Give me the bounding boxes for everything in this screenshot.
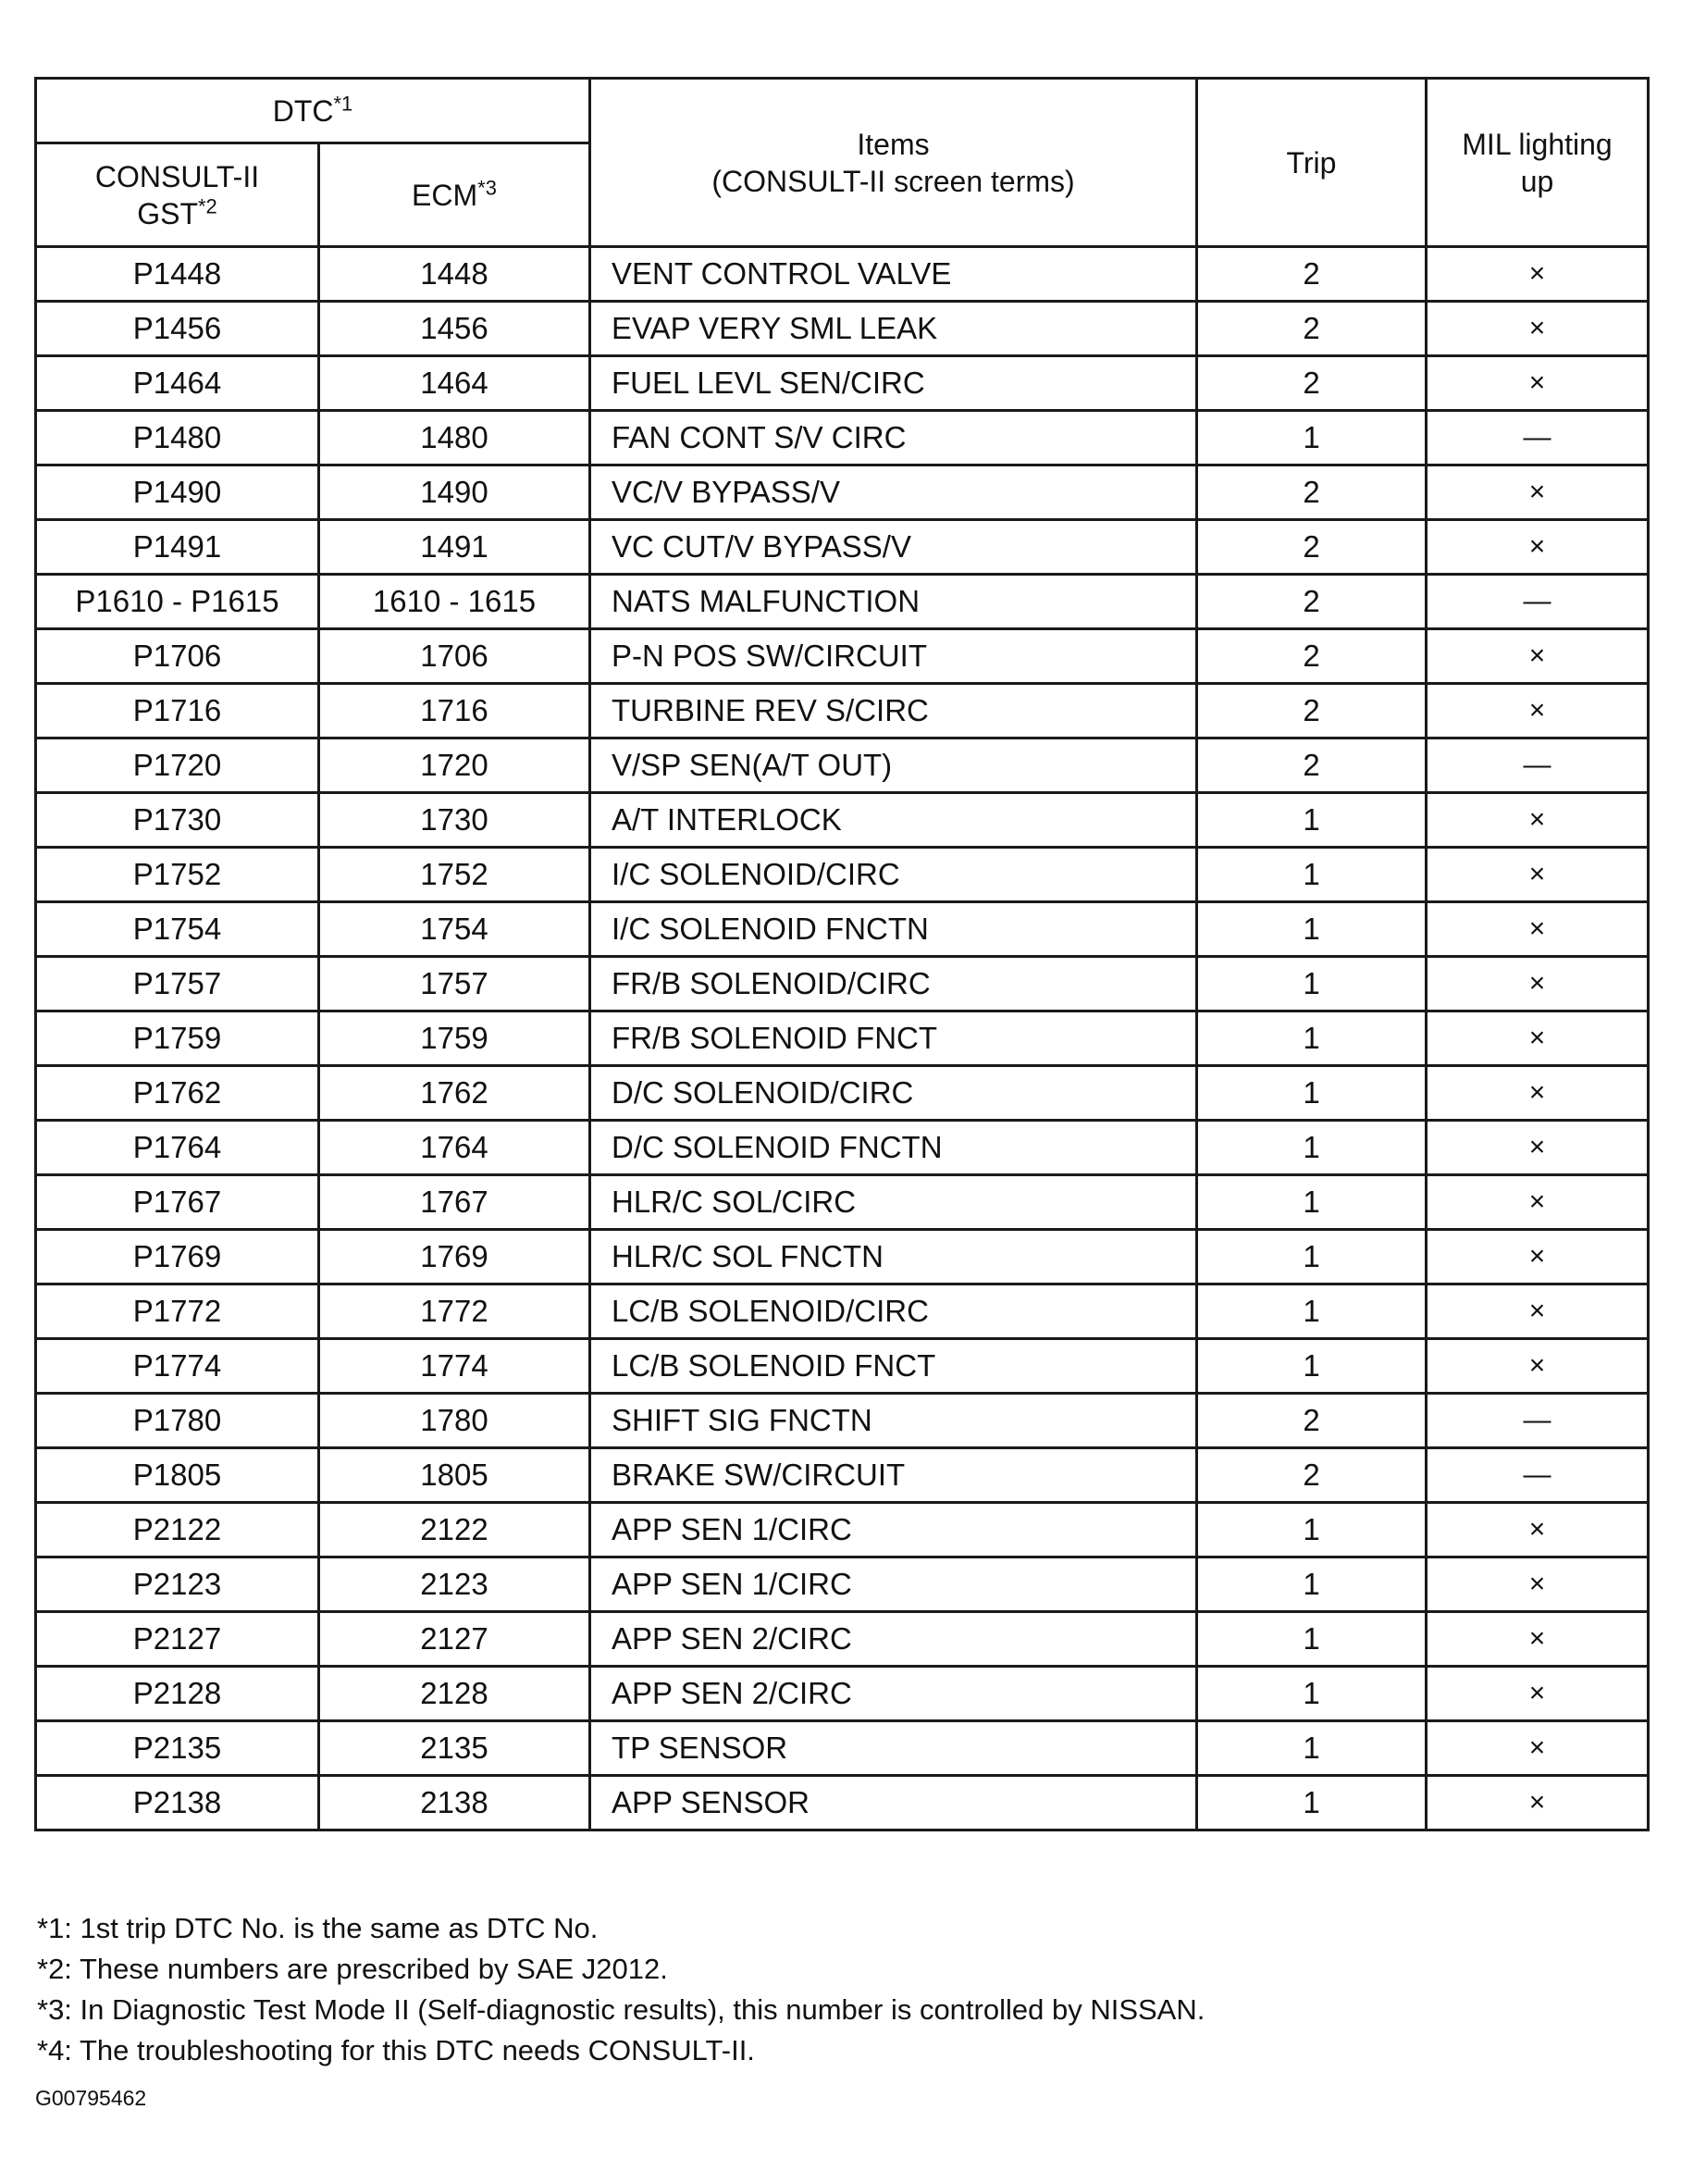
dtc-table-body — [36, 247, 1649, 1830]
ecm-code-cell: 1730 — [319, 793, 590, 848]
ecm-code-cell: 1774 — [319, 1339, 590, 1394]
trip-cell: 1 — [1197, 1066, 1427, 1121]
table-row — [36, 1230, 1649, 1284]
ecm-code-cell: 1769 — [319, 1230, 590, 1284]
mil-cell: — — [1427, 1448, 1649, 1503]
trip-cell: 1 — [1197, 411, 1427, 465]
trip-cell: 1 — [1197, 1175, 1427, 1230]
consult-code-cell: P2122 — [36, 1503, 319, 1557]
trip-cell: 1 — [1197, 1503, 1427, 1557]
item-cell: FR/B SOLENOID FNCT — [590, 1011, 1197, 1066]
ecm-code-cell: 1490 — [319, 465, 590, 520]
consult-code-cell: P1716 — [36, 684, 319, 738]
table-row — [36, 1394, 1649, 1448]
item-cell: A/T INTERLOCK — [590, 793, 1197, 848]
trip-cell: 2 — [1197, 356, 1427, 411]
ecm-code-cell: 2128 — [319, 1667, 590, 1721]
trip-cell: 2 — [1197, 575, 1427, 629]
mil-cell: × — [1427, 848, 1649, 902]
item-cell: TURBINE REV S/CIRC — [590, 684, 1197, 738]
mil-cell: × — [1427, 520, 1649, 575]
ecm-code-cell: 1780 — [319, 1394, 590, 1448]
footnote: *1: 1st trip DTC No. is the same as DTC No. — [37, 1912, 599, 1944]
table-row — [36, 1175, 1649, 1230]
ecm-code-cell: 2138 — [319, 1776, 590, 1830]
footnote: *2: These numbers are prescribed by SAE J2012. — [37, 1953, 668, 1985]
trip-cell: 2 — [1197, 629, 1427, 684]
consult-code-cell: P1759 — [36, 1011, 319, 1066]
figure-id: G00795462 — [35, 2086, 147, 2110]
table-row — [36, 684, 1649, 738]
mil-cell: × — [1427, 1066, 1649, 1121]
consult-code-cell: P1772 — [36, 1284, 319, 1339]
trip-cell: 2 — [1197, 1448, 1427, 1503]
item-cell: VENT CONTROL VALVE — [590, 247, 1197, 302]
mil-cell: × — [1427, 1011, 1649, 1066]
trip-header: Trip — [1197, 79, 1427, 247]
consult-code-cell: P2128 — [36, 1667, 319, 1721]
item-cell: V/SP SEN(A/T OUT) — [590, 738, 1197, 793]
table-row — [36, 1721, 1649, 1776]
ecm-code-cell: 1759 — [319, 1011, 590, 1066]
consult-code-cell: P1805 — [36, 1448, 319, 1503]
trip-cell: 1 — [1197, 1557, 1427, 1612]
trip-cell: 1 — [1197, 1776, 1427, 1830]
mil-cell: × — [1427, 1776, 1649, 1830]
table-row — [36, 575, 1649, 629]
trip-cell: 2 — [1197, 738, 1427, 793]
trip-cell: 1 — [1197, 957, 1427, 1011]
mil-cell: — — [1427, 575, 1649, 629]
consult-code-cell: P2135 — [36, 1721, 319, 1776]
consult-code-cell: P1706 — [36, 629, 319, 684]
consult-code-cell: P1757 — [36, 957, 319, 1011]
consult-code-cell: P1720 — [36, 738, 319, 793]
item-cell: HLR/C SOL/CIRC — [590, 1175, 1197, 1230]
trip-cell: 1 — [1197, 1721, 1427, 1776]
table-row — [36, 356, 1649, 411]
mil-cell: × — [1427, 1230, 1649, 1284]
ecm-code-cell: 2135 — [319, 1721, 590, 1776]
consult-code-cell: P2123 — [36, 1557, 319, 1612]
item-cell: VC CUT/V BYPASS/V — [590, 520, 1197, 575]
item-cell: HLR/C SOL FNCTN — [590, 1230, 1197, 1284]
consult-code-cell: P1774 — [36, 1339, 319, 1394]
footnote: *3: In Diagnostic Test Mode II (Self-diagnostic results), this number is controlled by NISSAN. — [37, 1993, 1205, 2026]
consult-code-cell: P1752 — [36, 848, 319, 902]
mil-cell: × — [1427, 1721, 1649, 1776]
consult-code-cell: P1769 — [36, 1230, 319, 1284]
mil-cell: × — [1427, 902, 1649, 957]
ecm-code-cell: 1757 — [319, 957, 590, 1011]
consult-code-cell: P1490 — [36, 465, 319, 520]
dtc-group-header: DTC$^{*1}$ — [36, 79, 590, 143]
mil-cell: × — [1427, 1175, 1649, 1230]
trip-cell: 2 — [1197, 465, 1427, 520]
ecm-code-cell: 1480 — [319, 411, 590, 465]
mil-cell: × — [1427, 465, 1649, 520]
mil-cell: × — [1427, 957, 1649, 1011]
consult-code-cell: P2127 — [36, 1612, 319, 1667]
mil-cell: × — [1427, 1612, 1649, 1667]
consult-code-cell: P1754 — [36, 902, 319, 957]
ecm-code-cell: 1752 — [319, 848, 590, 902]
ecm-code-cell: 1805 — [319, 1448, 590, 1503]
trip-cell: 2 — [1197, 302, 1427, 356]
item-cell: BRAKE SW/CIRCUIT — [590, 1448, 1197, 1503]
consult-code-cell: P1610 - P1615 — [36, 575, 319, 629]
trip-cell: 1 — [1197, 1230, 1427, 1284]
ecm-code-cell: 1716 — [319, 684, 590, 738]
item-cell: APP SEN 2/CIRC — [590, 1667, 1197, 1721]
consult-code-cell: P1780 — [36, 1394, 319, 1448]
item-cell: FUEL LEVL SEN/CIRC — [590, 356, 1197, 411]
footnotes — [37, 1908, 1205, 2071]
item-cell: NATS MALFUNCTION — [590, 575, 1197, 629]
trip-cell: 1 — [1197, 793, 1427, 848]
dtc-table — [34, 77, 1650, 1831]
trip-cell: 2 — [1197, 684, 1427, 738]
item-cell: SHIFT SIG FNCTN — [590, 1394, 1197, 1448]
table-row — [36, 1503, 1649, 1557]
consult-code-cell: P1456 — [36, 302, 319, 356]
item-cell: LC/B SOLENOID/CIRC — [590, 1284, 1197, 1339]
ecm-code-cell: 1772 — [319, 1284, 590, 1339]
table-row — [36, 1284, 1649, 1339]
ecm-code-cell: 1767 — [319, 1175, 590, 1230]
consult-code-cell: P1767 — [36, 1175, 319, 1230]
table-row — [36, 1448, 1649, 1503]
item-cell: APP SEN 1/CIRC — [590, 1503, 1197, 1557]
ecm-code-cell: 2122 — [319, 1503, 590, 1557]
trip-cell: 1 — [1197, 848, 1427, 902]
item-cell: VC/V BYPASS/V — [590, 465, 1197, 520]
mil-cell: — — [1427, 411, 1649, 465]
mil-cell: × — [1427, 1503, 1649, 1557]
table-row — [36, 1612, 1649, 1667]
trip-cell: 1 — [1197, 1284, 1427, 1339]
table-row — [36, 1011, 1649, 1066]
consult-code-cell: P1762 — [36, 1066, 319, 1121]
ecm-code-cell: 1706 — [319, 629, 590, 684]
item-cell: D/C SOLENOID FNCTN — [590, 1121, 1197, 1175]
table-row — [36, 302, 1649, 356]
item-cell: LC/B SOLENOID FNCT — [590, 1339, 1197, 1394]
consult-code-cell: P1491 — [36, 520, 319, 575]
trip-cell: 1 — [1197, 1339, 1427, 1394]
item-cell: D/C SOLENOID/CIRC — [590, 1066, 1197, 1121]
table-row — [36, 957, 1649, 1011]
trip-cell: 1 — [1197, 902, 1427, 957]
ecm-code-cell: 1456 — [319, 302, 590, 356]
table-row — [36, 520, 1649, 575]
ecm-code-cell: 1754 — [319, 902, 590, 957]
item-cell: EVAP VERY SML LEAK — [590, 302, 1197, 356]
mil-cell: × — [1427, 1121, 1649, 1175]
footnote: *4: The troubleshooting for this DTC needs CONSULT-II. — [37, 2034, 755, 2066]
mil-cell: × — [1427, 629, 1649, 684]
table-row — [36, 1667, 1649, 1721]
items-header: Items (CONSULT-II screen terms) — [590, 79, 1197, 247]
item-cell: I/C SOLENOID/CIRC — [590, 848, 1197, 902]
item-cell: APP SEN 1/CIRC — [590, 1557, 1197, 1612]
mil-cell: × — [1427, 1557, 1649, 1612]
trip-cell: 2 — [1197, 520, 1427, 575]
mil-cell: — — [1427, 738, 1649, 793]
item-cell: P-N POS SW/CIRCUIT — [590, 629, 1197, 684]
table-row — [36, 793, 1649, 848]
mil-cell: × — [1427, 356, 1649, 411]
trip-cell: 2 — [1197, 1394, 1427, 1448]
item-cell: APP SENSOR — [590, 1776, 1197, 1830]
ecm-header: ECM$^{*3}$ — [319, 143, 590, 247]
table-row — [36, 1121, 1649, 1175]
table-row — [36, 1339, 1649, 1394]
trip-cell: 1 — [1197, 1011, 1427, 1066]
consult-code-cell: P1764 — [36, 1121, 319, 1175]
table-row — [36, 1776, 1649, 1830]
mil-cell: × — [1427, 1667, 1649, 1721]
consult-code-cell: P1448 — [36, 247, 319, 302]
trip-cell: 1 — [1197, 1612, 1427, 1667]
consult-code-cell: P1730 — [36, 793, 319, 848]
table-row — [36, 411, 1649, 465]
table-row — [36, 629, 1649, 684]
item-cell: FAN CONT S/V CIRC — [590, 411, 1197, 465]
ecm-code-cell: 1448 — [319, 247, 590, 302]
trip-cell: 1 — [1197, 1121, 1427, 1175]
mil-cell: × — [1427, 793, 1649, 848]
mil-cell: × — [1427, 684, 1649, 738]
mil-cell: — — [1427, 1394, 1649, 1448]
ecm-code-cell: 1464 — [319, 356, 590, 411]
table-row — [36, 465, 1649, 520]
ecm-code-cell: 1720 — [319, 738, 590, 793]
mil-cell: × — [1427, 1284, 1649, 1339]
item-cell: TP SENSOR — [590, 1721, 1197, 1776]
consult-code-cell: P1464 — [36, 356, 319, 411]
item-cell: FR/B SOLENOID/CIRC — [590, 957, 1197, 1011]
ecm-code-cell: 1610 - 1615 — [319, 575, 590, 629]
consult-header: CONSULT-II GST$^{*2}$ — [36, 143, 319, 247]
mil-cell: × — [1427, 302, 1649, 356]
trip-cell: 1 — [1197, 1667, 1427, 1721]
ecm-code-cell: 2127 — [319, 1612, 590, 1667]
consult-code-cell: P2138 — [36, 1776, 319, 1830]
mil-cell: × — [1427, 247, 1649, 302]
ecm-code-cell: 1491 — [319, 520, 590, 575]
item-cell: APP SEN 2/CIRC — [590, 1612, 1197, 1667]
mil-cell: × — [1427, 1339, 1649, 1394]
table-row — [36, 247, 1649, 302]
consult-code-cell: P1480 — [36, 411, 319, 465]
ecm-code-cell: 1762 — [319, 1066, 590, 1121]
mil-header: MIL lighting up — [1427, 79, 1649, 247]
ecm-code-cell: 2123 — [319, 1557, 590, 1612]
table-row — [36, 902, 1649, 957]
item-cell: I/C SOLENOID FNCTN — [590, 902, 1197, 957]
ecm-code-cell: 1764 — [319, 1121, 590, 1175]
table-row — [36, 1557, 1649, 1612]
trip-cell: 2 — [1197, 247, 1427, 302]
table-row — [36, 848, 1649, 902]
table-row — [36, 738, 1649, 793]
table-row — [36, 1066, 1649, 1121]
